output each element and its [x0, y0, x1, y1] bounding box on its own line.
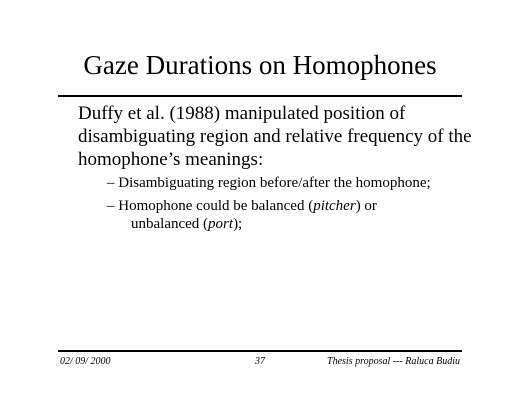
bullet-text: unbalanced ( — [131, 216, 209, 232]
intro-line: disambiguating region and relative frequency of the — [78, 126, 472, 147]
example-word-port: port — [208, 216, 234, 232]
bullet-line — [119, 215, 477, 233]
footer-page-number: 37 — [255, 356, 265, 367]
bullet-line — [107, 197, 477, 215]
slide-title: Gaze Durations on Homophones — [83, 50, 437, 80]
bullet-dash: – — [107, 175, 119, 191]
footer-credit: Thesis proposal --- Raluca Budiu — [327, 356, 460, 367]
bullet-text: Disambiguating region before/after the homophone; — [118, 175, 431, 191]
intro-line: homophone’s meanings: — [78, 149, 264, 170]
bullet-list — [107, 174, 477, 238]
title-divider — [58, 95, 462, 97]
bullet-text: ) or — [355, 198, 377, 214]
bullet-text: Homophone could be balanced ( — [118, 198, 314, 214]
bullet-item — [107, 197, 477, 233]
bullet-item — [107, 174, 477, 192]
footer-date: 02/ 09/ 2000 — [60, 356, 111, 367]
intro-line: Duffy et al. (1988) manipulated position of — [78, 103, 406, 124]
footer-divider — [58, 350, 462, 352]
bullet-dash: – — [107, 198, 119, 214]
example-word-pitcher: pitcher — [313, 198, 356, 214]
intro-paragraph — [78, 102, 478, 171]
bullet-text: ); — [233, 216, 243, 232]
